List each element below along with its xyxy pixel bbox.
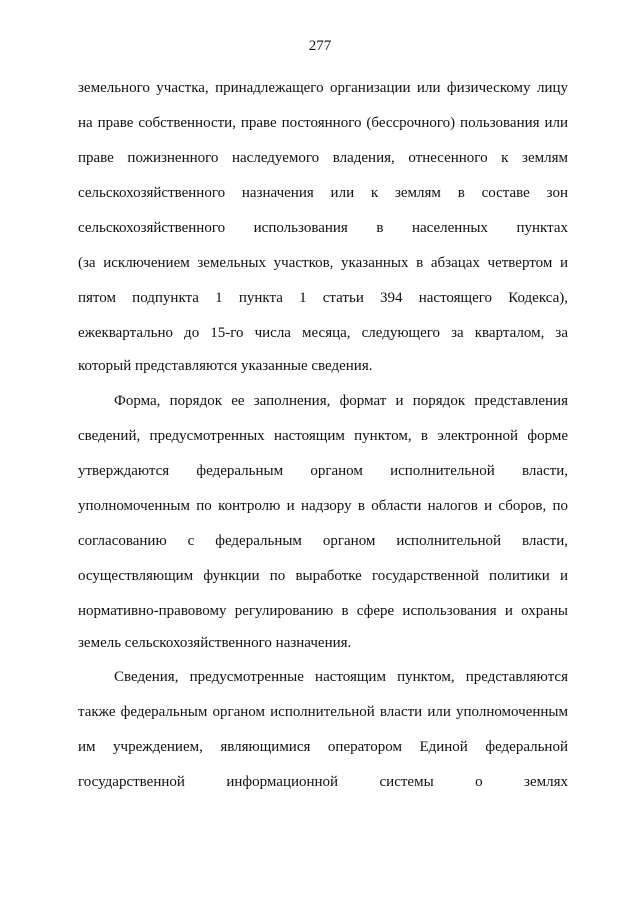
- text-line: праве пожизненного наследуемого владения, отнесенного к землям: [78, 150, 568, 166]
- text-line: нормативно-правовому регулированию в сфере использования и охраны: [78, 603, 568, 619]
- text-line: земельного участка, принадлежащего организации или физическому лицу: [78, 80, 568, 96]
- text-line: земель сельскохозяйственного назначения.: [78, 635, 352, 651]
- text-line: утверждаются федеральным органом исполнительной власти,: [78, 463, 568, 479]
- text-line: Форма, порядок ее заполнения, формат и порядок представления: [114, 393, 568, 409]
- text-line: уполномоченным по контролю и надзору в области налогов и сборов, по: [78, 498, 568, 514]
- text-line: им учреждением, являющимися оператором Единой федеральной: [78, 739, 568, 755]
- text-line: (за исключением земельных участков, указанных в абзацах четвертом и: [78, 255, 568, 271]
- text-line: ежеквартально до 15-го числа месяца, следующего за кварталом, за: [78, 325, 568, 341]
- text-line: сельскохозяйственного использования в населенных пунктах: [78, 220, 568, 236]
- text-line: осуществляющим функции по выработке государственной политики и: [78, 568, 568, 584]
- text-line: пятом подпункта 1 пункта 1 статьи 394 настоящего Кодекса),: [78, 290, 568, 306]
- page-number: 277: [308, 38, 332, 54]
- text-line: Сведения, предусмотренные настоящим пунктом, представляются: [114, 669, 568, 685]
- text-line: на праве собственности, праве постоянного (бессрочного) пользования или: [78, 115, 568, 131]
- text-line: государственной информационной системы о землях: [78, 774, 568, 790]
- text-line: также федеральным органом исполнительной власти или уполномоченным: [78, 704, 568, 720]
- text-line: согласованию с федеральным органом исполнительной власти,: [78, 533, 568, 549]
- text-line: который представляются указанные сведения.: [78, 358, 373, 374]
- text-line: сведений, предусмотренных настоящим пунктом, в электронной форме: [78, 428, 568, 444]
- text-line: сельскохозяйственного назначения или к землям в составе зон: [78, 185, 568, 201]
